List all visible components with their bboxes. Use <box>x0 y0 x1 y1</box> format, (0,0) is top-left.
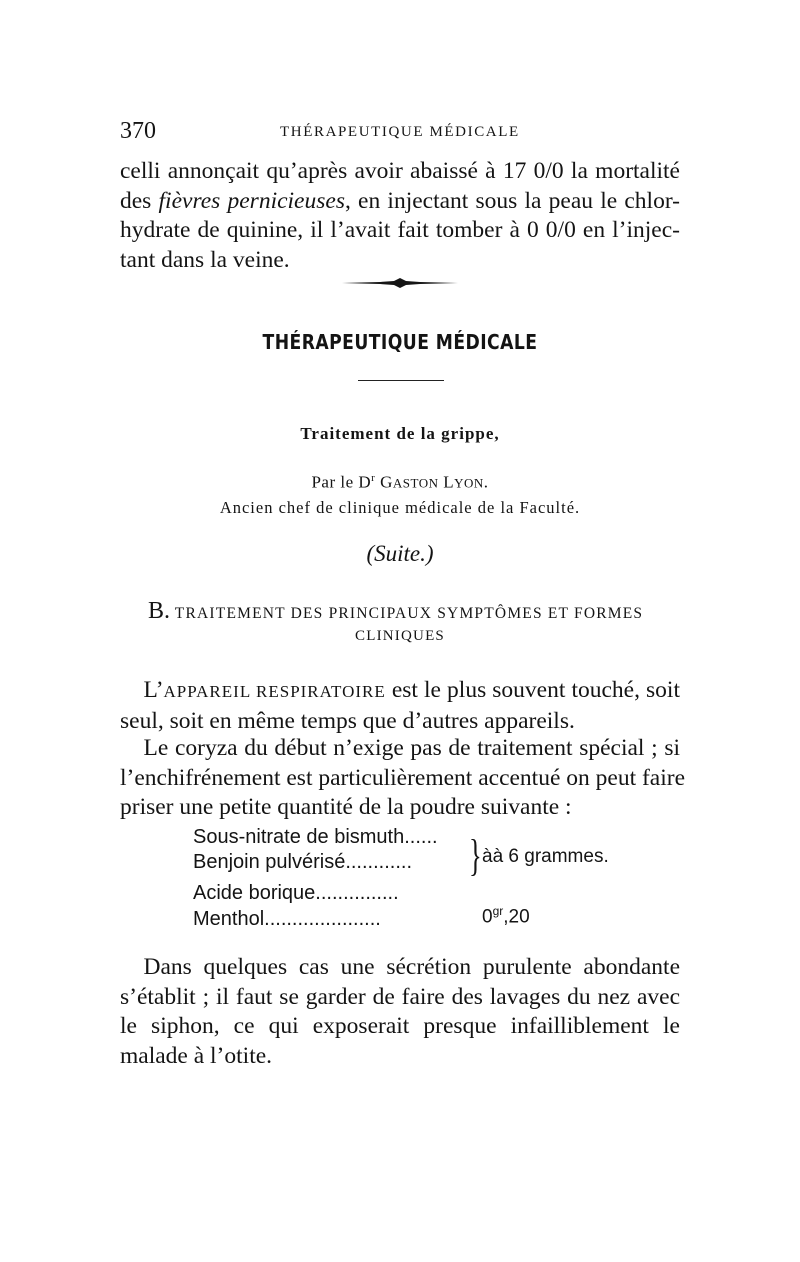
para2-line-3: priser une petite quantité de la poudre suivante : <box>120 794 572 820</box>
ornament-divider-icon <box>340 276 460 290</box>
section-b-heading: B. TRAITEMENT DES PRINCIPAUX SYMPTÔMES ET FORMES <box>148 598 644 624</box>
para1-line-1: L’APPAREIL RESPIRATOIRE est le plus souvent touché, soit <box>143 677 680 703</box>
page-number: 370 <box>120 118 156 144</box>
respiratory-paragraph <box>120 676 680 736</box>
recipe-item: Menthol..................... <box>193 908 381 930</box>
dose-group-1: àà 6 grammes. <box>482 846 609 867</box>
section-title: THÉRAPEUTIQUE MÉDICALE <box>262 330 538 354</box>
article-title: Traitement de la grippe, <box>300 424 500 443</box>
para3-line-1: Dans quelques cas une sécrétion purulente abondante <box>143 954 680 980</box>
para3-line-2: s’établit ; il faut se garder de faire des lavages du nez avec <box>120 983 680 1010</box>
intro-paragraph <box>120 157 680 275</box>
para2-line-2: l’enchifrénement est particulièrement accentué on peut faire <box>120 764 686 791</box>
section-b-heading-cont: CLINIQUES <box>355 628 445 644</box>
para3-line-4: malade à l’otite. <box>120 1042 273 1069</box>
page-header <box>120 118 680 148</box>
brace-icon: } <box>469 831 482 880</box>
secretion-paragraph <box>120 953 680 1071</box>
intro-line-2: des fièvres pernicieuses, en injectant sous la peau le chlor- <box>120 187 681 214</box>
para1-line-2: seul, soit en même temps que d’autres appareils. <box>120 707 575 734</box>
recipe-item: Benjoin pulvérisé............ <box>193 851 412 873</box>
author-affiliation: Ancien chef de clinique médicale de la Faculté. <box>219 498 581 517</box>
recipe-item: Acide borique............... <box>193 882 399 904</box>
recipe-item: Sous-nitrate de bismuth...... <box>193 826 438 848</box>
author-byline: Par le $D^r$ GASTON LYON. <box>311 472 489 492</box>
intro-line-4: tant dans la veine. <box>120 246 290 273</box>
running-title: THÉRAPEUTIQUE MÉDICALE <box>280 124 520 140</box>
continued-note: (Suite.) <box>366 541 434 566</box>
section-rule <box>358 380 444 381</box>
intro-line-1: celli annonçait qu’après avoir abaissé à 17 0/0 la mortalité <box>120 158 680 184</box>
dose-group-2: $0^{gr},20$ <box>482 904 530 928</box>
para3-line-3: le siphon, ce qui exposerait presque infailliblement le <box>120 1013 680 1039</box>
para2-line-1: Le coryza du début n’exige pas de traitement spécial ; si <box>143 735 680 761</box>
italic-term: fièvres pernicieuses <box>158 187 345 214</box>
intro-line-3: hydrate de quinine, il l’avait fait tomber à 0 0/0 en l’injec- <box>120 217 680 243</box>
coryza-paragraph <box>120 734 686 823</box>
